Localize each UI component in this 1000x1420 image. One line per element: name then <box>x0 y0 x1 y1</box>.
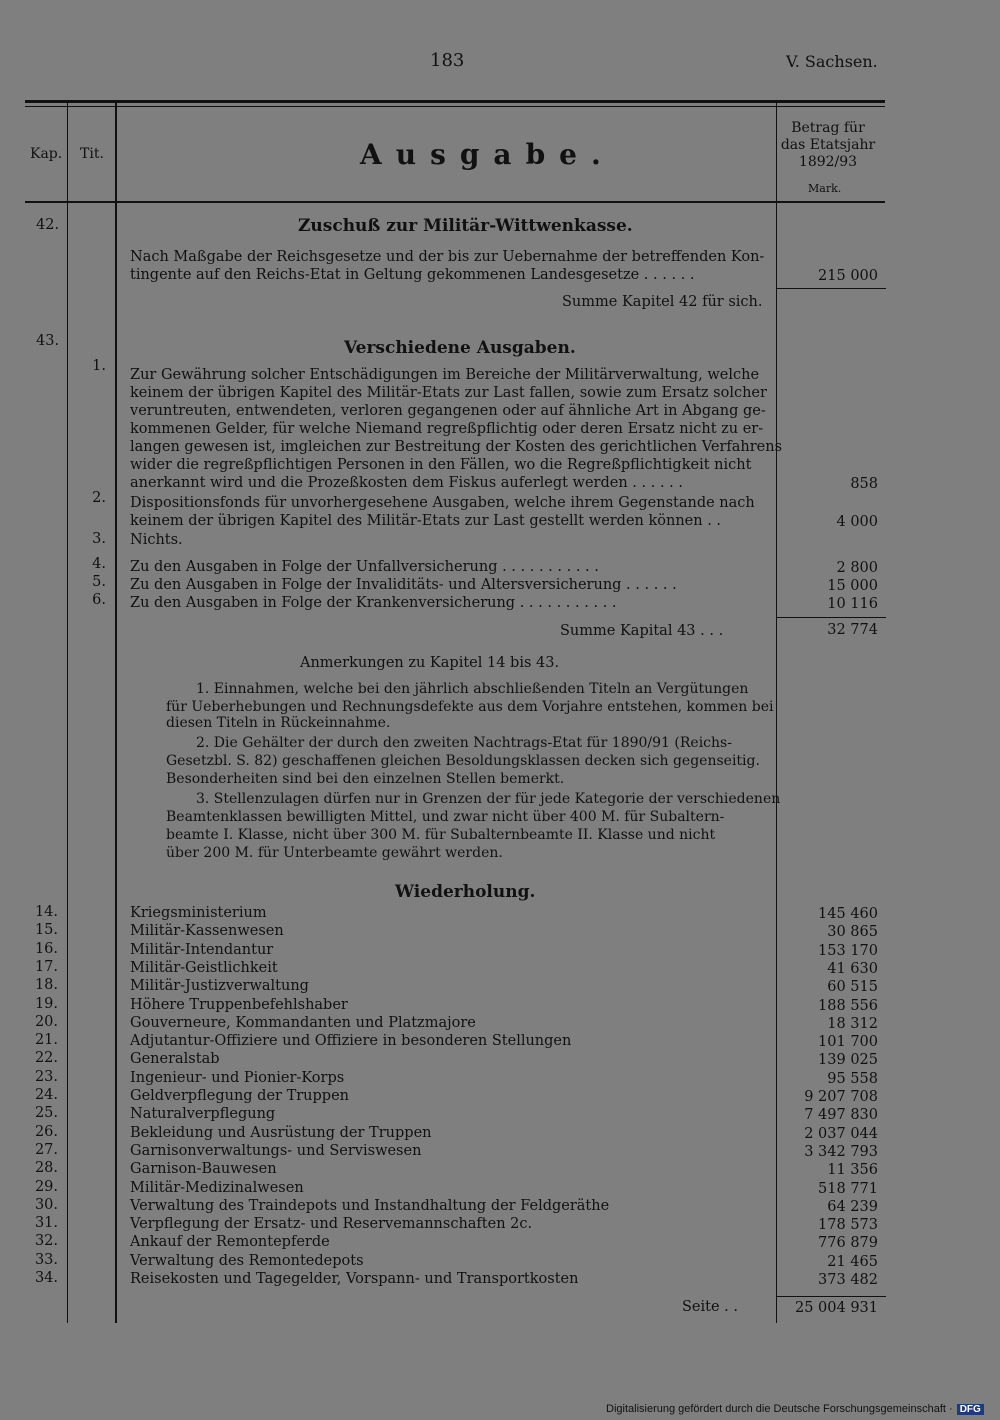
note-3-line: über 200 M. für Unterbeamte gewährt werden. <box>166 845 503 861</box>
recap-kap: 31. <box>34 1215 58 1231</box>
kap-header: Kap. <box>30 146 63 162</box>
recap-amount: 101 700 <box>818 1034 878 1050</box>
recap-amount: 64 239 <box>827 1199 878 1215</box>
recap-amount: 145 460 <box>818 906 878 922</box>
recap-title: Wiederholung. <box>395 882 536 902</box>
recap-label: Militär-Kassenwesen <box>130 923 284 939</box>
recap-label: Militär-Medizinalwesen <box>130 1180 304 1196</box>
recap-amount: 30 865 <box>827 924 878 940</box>
dfg-logo: DFG <box>957 1404 984 1415</box>
recap-label: Adjutantur-Offiziere und Offiziere in besonderen Stellungen <box>130 1033 572 1049</box>
t5-amount: 15 000 <box>827 578 878 594</box>
recap-label: Garnison-Bauwesen <box>130 1161 277 1177</box>
t1-line: Zur Gewährung solcher Entschädigungen im Bereiche der Militärverwaltung, welche <box>130 367 760 383</box>
top-rule-thin <box>25 106 885 107</box>
t4-text: Zu den Ausgaben in Folge der Unfallversicherung . . . . . . . . . . . <box>130 559 599 575</box>
s42-sum-rule <box>776 288 886 289</box>
s43-sum-amount: 32 774 <box>827 622 878 638</box>
recap-kap: 14. <box>34 904 58 920</box>
note-2-line: Gesetzbl. S. 82) geschaffenen gleichen Besoldungsklassen decken sich gegenseitig. <box>166 753 760 769</box>
tit-divider <box>115 103 117 1323</box>
recap-amount: 95 558 <box>827 1071 878 1087</box>
t6-text: Zu den Ausgaben in Folge der Krankenversicherung . . . . . . . . . . . <box>130 595 617 611</box>
recap-amount: 21 465 <box>827 1254 878 1270</box>
seite-label: Seite . . <box>682 1299 738 1315</box>
recap-amount: 153 170 <box>818 943 878 959</box>
recap-amount: 2 037 044 <box>804 1126 878 1142</box>
s42-sum-label: Summe Kapitel 42 für sich. <box>562 294 763 310</box>
recap-amount: 188 556 <box>818 998 878 1014</box>
tit-3: 3. <box>92 531 106 547</box>
tit-6: 6. <box>92 592 106 608</box>
recap-label: Militär-Justizverwaltung <box>130 978 309 994</box>
note-2-line: Besonderheiten sind bei den einzelnen Stellen bemerkt. <box>166 771 565 787</box>
t1-line: wider die regreßpflichtigen Personen in den Fällen, wo die Regreßpflichtigkeit nicht <box>130 457 752 473</box>
recap-label: Generalstab <box>130 1051 220 1067</box>
top-rule <box>25 100 885 103</box>
recap-amount: 9 207 708 <box>804 1089 878 1105</box>
s42-amount: 215 000 <box>818 268 878 284</box>
section-title-42: Zuschuß zur Militär-Wittwenkasse. <box>298 216 633 236</box>
recap-label: Naturalverpflegung <box>130 1106 276 1122</box>
recap-label: Reisekosten und Tagegelder, Vorspann- und Transportkosten <box>130 1271 579 1287</box>
footer-text: Digitalisierung gefördert durch die Deutsche Forschungsgemeinschaft · <box>606 1403 953 1415</box>
page-title: Ausgabe. <box>360 138 615 171</box>
recap-kap: 28. <box>34 1160 58 1176</box>
t4-amount: 2 800 <box>836 560 878 576</box>
unit-label: Mark. <box>808 182 842 195</box>
note-3-line: beamte I. Klasse, nicht über 300 M. für Subalternbeamte II. Klasse und nicht <box>166 827 716 843</box>
total-rule <box>776 1296 886 1297</box>
recap-label: Ankauf der Remontepferde <box>130 1234 330 1250</box>
t2-line: Dispositionsfonds für unvorhergesehene Ausgaben, welche ihrem Gegenstande nach <box>130 495 755 511</box>
seite-amount: 25 004 931 <box>794 1300 878 1316</box>
tit-2: 2. <box>92 490 106 506</box>
recap-label: Verwaltung des Remontedepots <box>130 1253 364 1269</box>
t1-line: anerkannt wird und die Prozeßkosten dem Fiskus auferlegt werden . . . . . . <box>130 475 683 491</box>
recap-kap: 26. <box>34 1124 58 1140</box>
recap-amount: 139 025 <box>818 1052 878 1068</box>
recap-kap: 19. <box>34 996 58 1012</box>
t1-line: veruntreuten, entwendeten, verloren gegangenen oder auf ähnliche Art in Abgang ge- <box>130 403 766 419</box>
t2-line: keinem der übrigen Kapitel des Militär-Etats zur Last gestellt werden können . . <box>130 513 722 529</box>
footer-credit <box>606 1403 984 1415</box>
note-1-line: für Ueberhebungen und Rechnungsdefekte aus dem Vorjahre entstehen, kommen bei <box>166 699 774 715</box>
t3-text: Nichts. <box>130 532 183 548</box>
tit-header: Tit. <box>80 146 104 162</box>
recap-amount: 518 771 <box>818 1181 878 1197</box>
note-3-line: 3. Stellenzulagen dürfen nur in Grenzen der für jede Kategorie der verschiedenen <box>196 791 781 807</box>
recap-amount: 60 515 <box>827 979 878 995</box>
recap-kap: 32. <box>34 1233 58 1249</box>
recap-kap: 34. <box>34 1270 58 1286</box>
recap-amount: 3 342 793 <box>804 1144 878 1160</box>
recap-kap: 29. <box>34 1179 58 1195</box>
t2-amount: 4 000 <box>836 514 878 530</box>
recap-kap: 24. <box>34 1087 58 1103</box>
note-1-line: 1. Einnahmen, welche bei den jährlich abschließenden Titeln an Vergütungen <box>196 681 749 697</box>
recap-amount: 373 482 <box>818 1272 878 1288</box>
t1-amount: 858 <box>850 476 878 492</box>
notes-title: Anmerkungen zu Kapitel 14 bis 43. <box>300 655 560 671</box>
recap-kap: 30. <box>34 1197 58 1213</box>
recap-kap: 16. <box>34 941 58 957</box>
recap-label: Verwaltung des Traindepots und Instandhaltung der Feldgeräthe <box>130 1198 610 1214</box>
recap-kap: 20. <box>34 1014 58 1030</box>
recap-amount: 41 630 <box>827 961 878 977</box>
recap-amount: 18 312 <box>827 1016 878 1032</box>
recap-kap: 22. <box>34 1050 58 1066</box>
recap-label: Garnisonverwaltungs- und Serviswesen <box>130 1143 422 1159</box>
recap-label: Ingenieur- und Pionier-Korps <box>130 1070 345 1086</box>
recap-kap: 33. <box>34 1252 58 1268</box>
section-title-43: Verschiedene Ausgaben. <box>344 338 576 358</box>
t1-line: langen gewesen ist, imgleichen zur Bestreitung der Kosten des gerichtlichen Verfahrens <box>130 439 783 455</box>
kap-42: 42. <box>36 217 60 233</box>
header-rule <box>25 201 885 203</box>
amount-header: Betrag für das Etatsjahr 1892/93 <box>780 120 876 170</box>
recap-kap: 18. <box>34 977 58 993</box>
tit-5: 5. <box>92 574 106 590</box>
t1-line: keinem der übrigen Kapitel des Militär-Etats zur Last fallen, sowie zum Ersatz solcher <box>130 385 767 401</box>
recap-amount: 11 356 <box>827 1162 878 1178</box>
tit-4: 4. <box>92 556 106 572</box>
t6-amount: 10 116 <box>827 596 878 612</box>
recap-label: Geldverpflegung der Truppen <box>130 1088 350 1104</box>
s43-sum-rule <box>776 617 886 618</box>
recap-label: Höhere Truppenbefehlshaber <box>130 997 348 1013</box>
s42-line1: Nach Maßgabe der Reichsgesetze und der bis zur Uebernahme der betreffenden Kon- <box>130 249 765 265</box>
page-number: 183 <box>430 50 465 71</box>
recap-label: Kriegsministerium <box>130 905 267 921</box>
s42-line2: tingente auf den Reichs-Etat in Geltung gekommenen Landesgesetze . . . . . . <box>130 267 695 283</box>
recap-kap: 15. <box>34 922 58 938</box>
kap-divider <box>67 103 68 1323</box>
recap-label: Militär-Intendantur <box>130 942 274 958</box>
t5-text: Zu den Ausgaben in Folge der Invaliditäts- und Altersversicherung . . . . . . <box>130 577 677 593</box>
recap-amount: 776 879 <box>818 1235 878 1251</box>
recap-label: Verpflegung der Ersatz- und Reservemannschaften 2c. <box>130 1216 533 1232</box>
t1-line: kommenen Gelder, für welche Niemand regreßpflichtig oder deren Ersatz nicht zu er- <box>130 421 764 437</box>
running-head: V. Sachsen. <box>786 52 878 71</box>
tit-1: 1. <box>92 358 106 374</box>
note-2-line: 2. Die Gehälter der durch den zweiten Nachtrags-Etat für 1890/91 (Reichs- <box>196 735 732 751</box>
recap-kap: 21. <box>34 1032 58 1048</box>
note-1-line: diesen Titeln in Rückeinnahme. <box>166 715 391 731</box>
recap-kap: 23. <box>34 1069 58 1085</box>
recap-kap: 17. <box>34 959 58 975</box>
recap-label: Militär-Geistlichkeit <box>130 960 278 976</box>
recap-amount: 178 573 <box>818 1217 878 1233</box>
recap-label: Gouverneure, Kommandanten und Platzmajore <box>130 1015 476 1031</box>
kap-43: 43. <box>36 333 60 349</box>
recap-label: Bekleidung und Ausrüstung der Truppen <box>130 1125 432 1141</box>
s43-sum-label: Summe Kapital 43 . . . <box>560 623 724 639</box>
recap-amount: 7 497 830 <box>804 1107 878 1123</box>
recap-kap: 25. <box>34 1105 58 1121</box>
recap-kap: 27. <box>34 1142 58 1158</box>
note-3-line: Beamtenklassen bewilligten Mittel, und zwar nicht über 400 M. für Subaltern- <box>166 809 725 825</box>
amount-divider <box>776 103 777 1323</box>
